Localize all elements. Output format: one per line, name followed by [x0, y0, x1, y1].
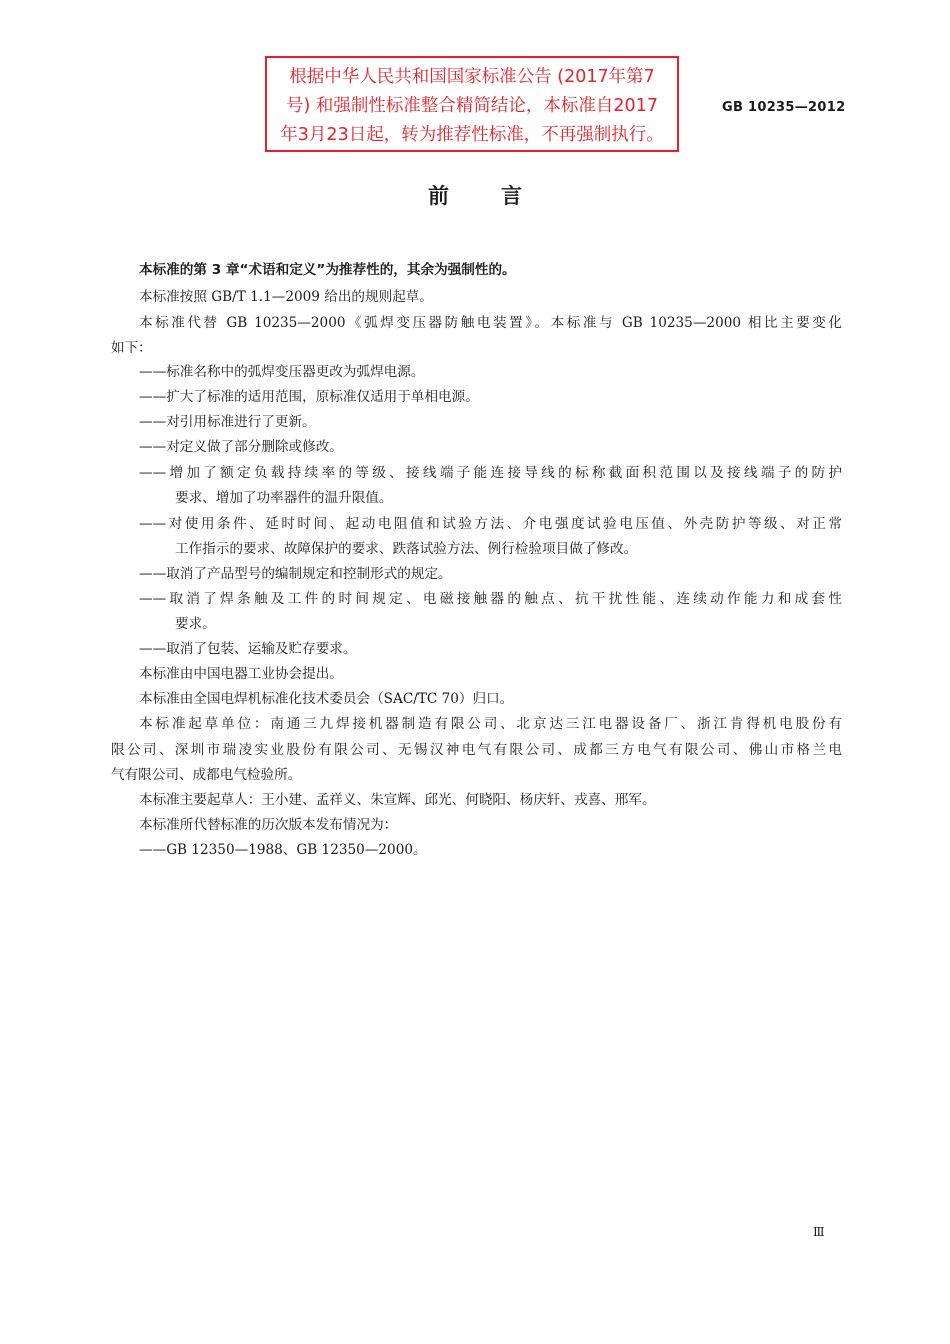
- list-item: ——标准名称中的弧焊变压器更改为弧焊电源。: [139, 364, 425, 380]
- list-item: ——GB 12350—1988、GB 12350—2000。: [139, 842, 427, 858]
- para-proposed-by: 本标准由中国电器工业协会提出。: [139, 666, 343, 682]
- notice-line-3: 年3月23日起，转为推荐性标准，不再强制执行。: [280, 125, 664, 145]
- list-item: ——对定义做了部分删除或修改。: [139, 439, 343, 455]
- list-item-continuation: 要求、增加了功率器件的温升限值。: [175, 490, 393, 506]
- title-char-2: 言: [501, 184, 522, 208]
- para-drafting-units-line-3: 气有限公司、成都电气检验所。: [111, 767, 302, 783]
- list-item: ——增加了额定负载持续率的等级、接线端子能连接导线的标称截面积范围以及接线端子的防护: [139, 465, 842, 481]
- list-item: ——取消了产品型号的编制规定和控制形式的规定。: [139, 566, 452, 582]
- list-item-continuation: 工作指示的要求、故障保护的要求、跌落试验方法、例行检验项目做了修改。: [175, 541, 638, 557]
- para-replaces-line-2: 如下：: [111, 340, 152, 356]
- page-title: [0, 180, 950, 210]
- page-number: Ⅲ: [813, 1225, 825, 1239]
- list-item: ——取消了焊条触及工件的时间规定、电磁接触器的触点、抗干扰性能、连续动作能力和成套性: [139, 591, 842, 607]
- para-replaces-line-1: 本标准代替 GB 10235—2000《弧焊变压器防触电装置》。本标准与 GB 10235—2000 相比主要变化: [139, 315, 842, 331]
- list-item: ——对使用条件、延时时间、起动电阻值和试验方法、介电强度试验电压值、外壳防护等级、对正常: [139, 516, 842, 532]
- para-history-intro: 本标准所代替标准的历次版本发布情况为：: [139, 817, 398, 833]
- notice-line-2: 号) 和强制性标准整合精简结论，本标准自2017: [286, 96, 658, 116]
- notice-line-1: 根据中华人民共和国国家标准公告 (2017年第7: [289, 67, 655, 87]
- list-item-continuation: 要求。: [175, 616, 216, 632]
- para-clause3: 本标准的第 3 章“术语和定义”为推荐性的，其余为强制性的。: [139, 262, 516, 278]
- standard-code: GB 10235—2012: [722, 100, 846, 115]
- list-item: ——扩大了标准的适用范围，原标准仅适用于单相电源。: [139, 389, 479, 405]
- para-drafting-units-line-1: 本标准起草单位：南通三九焊接机器制造有限公司、北京达三江电器设备厂、浙江肯得机电股份有: [139, 716, 842, 732]
- para-administered-by: 本标准由全国电焊机标准化技术委员会（SAC/TC 70）归口。: [139, 691, 514, 707]
- list-item: ——对引用标准进行了更新。: [139, 414, 316, 430]
- para-drafting-rule: 本标准按照 GB/T 1.1—2009 给出的规则起草。: [139, 289, 433, 305]
- title-char-1: 前: [428, 184, 449, 208]
- list-item: ——取消了包装、运输及贮存要求。: [139, 641, 357, 657]
- para-main-drafters: 本标准主要起草人：王小建、孟祥义、朱宣辉、邱光、何晓阳、杨庆轩、戎喜、邢军。: [139, 792, 656, 808]
- notice-box: [265, 56, 679, 152]
- para-drafting-units-line-2: 限公司、深圳市瑞凌实业股份有限公司、无锡汉神电气有限公司、成都三方电气有限公司、佛山市格兰电: [111, 742, 842, 758]
